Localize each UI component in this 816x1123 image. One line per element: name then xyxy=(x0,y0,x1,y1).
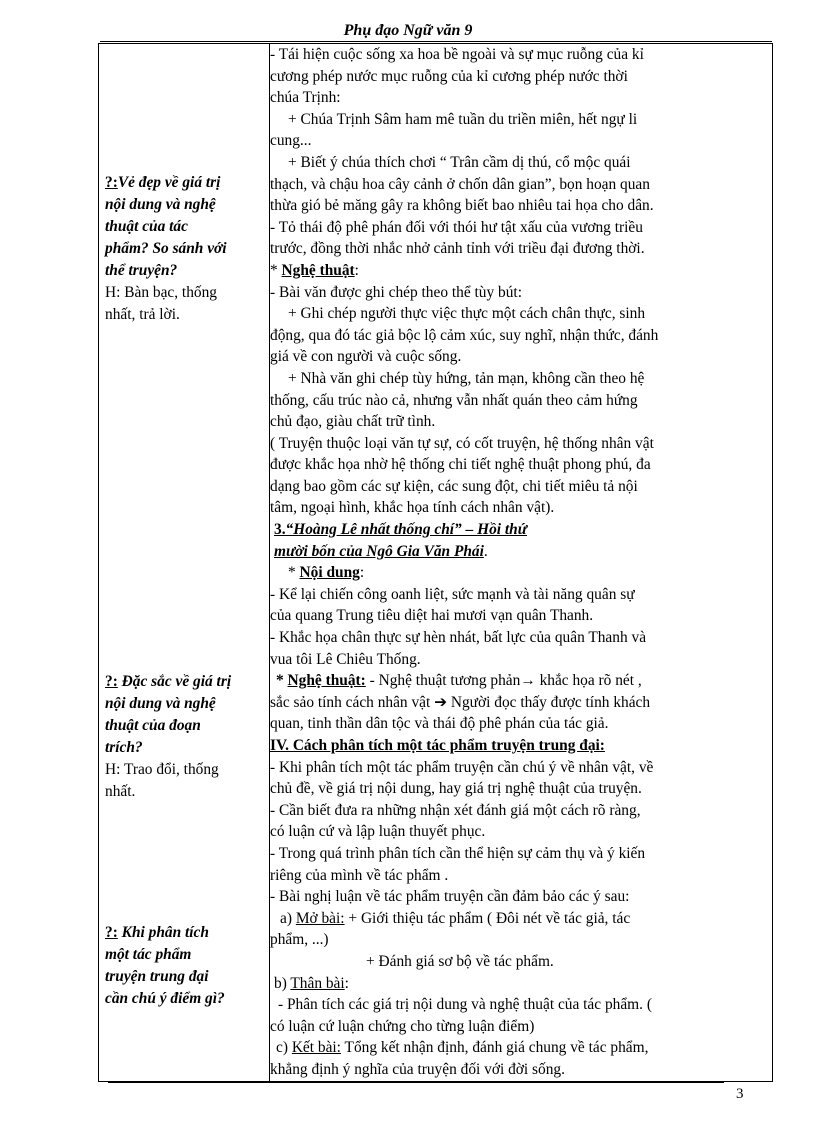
section-heading-3-cont xyxy=(270,541,772,563)
question-mark: ?: xyxy=(105,174,118,191)
text-line: có luận cứ luận chứng cho từng luận điểm) xyxy=(270,1017,535,1035)
text-line: + Đánh giá sơ bộ về tác phẩm. xyxy=(366,952,554,970)
header-rule xyxy=(100,41,772,42)
bullet-star: * xyxy=(276,672,288,690)
text-line: được khắc họa nhờ hệ thống chi tiết nghệ thuật phong phú, đa xyxy=(270,456,651,474)
bullet-star: * xyxy=(288,564,300,582)
text-line: - Cần biết đưa ra những nhận xét đánh giá một cách rõ ràng, xyxy=(270,801,641,819)
section-heading-art-2 xyxy=(270,670,772,692)
heading-text: mười bốn của Ngô Gia Văn Phái xyxy=(274,542,484,560)
text-line: ( Truyện thuộc loại văn tự sự, có cốt truyện, hệ thống nhân vật xyxy=(270,434,654,452)
label-letter: c) xyxy=(276,1039,292,1057)
text-line: - Bài văn được ghi chép theo thể tùy bút: xyxy=(270,283,522,301)
heading-text: Nội dung xyxy=(299,564,360,582)
text-line: Tổng kết nhận định, đánh giá chung về tác phẩm, xyxy=(340,1039,649,1057)
text-line: - Nghệ thuật tương phản→ khắc họa rõ nét , xyxy=(365,672,642,690)
text-line: + Chúa Trịnh Sâm ham mê tuần du triền miên, hết ngự li xyxy=(288,110,638,128)
subsection-label: Kết bài: xyxy=(291,1039,341,1057)
section-heading-content xyxy=(270,562,772,584)
section-heading-iv: IV. Cách phân tích một tác phẩm truyện trung đại: xyxy=(270,737,605,754)
text-line: thừa gió bẻ măng gây ra không biết bao nhiêu tai họa cho dân. xyxy=(270,197,654,215)
question-block-1 xyxy=(105,172,227,326)
answer-line: H: Bàn bạc, thống xyxy=(105,284,217,301)
heading-colon: : xyxy=(344,974,349,992)
question-line: phẩm? So sánh với xyxy=(105,240,227,257)
questions-column xyxy=(99,44,270,1082)
footer-rule xyxy=(108,1082,724,1083)
text-line: trước, đồng thời nhắc nhở cảnh tỉnh với triều đại đương thời. xyxy=(270,240,645,258)
text-line: - Tỏ thái độ phê phán đối với thói hư tật xấu của vương triều xyxy=(270,218,643,236)
question-mark: ?: xyxy=(105,673,118,690)
text-line: - Khắc họa chân thực sự hèn nhát, bất lực của quân Thanh và xyxy=(270,629,647,647)
heading-number: 3. xyxy=(274,521,286,539)
heading-period: . xyxy=(483,542,488,560)
text-line: sắc sảo tính cách nhân vật ➔ Người đọc thấy được tính khách xyxy=(270,693,651,711)
label-letter: a) xyxy=(280,909,296,927)
subsection-ket-bai xyxy=(270,1037,772,1059)
text-line: chúa Trịnh: xyxy=(270,89,341,107)
text-line: cương phép nước mục ruỗng của kỉ cương phép nước thời xyxy=(270,67,628,85)
text-line: thạch, và chậu hoa cây cảnh ở chốn dân gian”, bọn hoạn quan xyxy=(270,175,650,193)
section-heading-art xyxy=(270,260,772,282)
text-line: có luận cứ và lập luận thuyết phục. xyxy=(270,823,486,841)
heading-text: Nghệ thuật xyxy=(281,261,355,279)
text-line: - Khi phân tích một tác phẩm truyện cần chú ý về nhân vật, về xyxy=(270,758,654,776)
text-line: của quang Trung tiêu diệt hai mươi vạn quân Thanh. xyxy=(270,607,594,625)
question-block-2 xyxy=(105,671,231,803)
text-line: giá về con người và cuộc sống. xyxy=(270,348,462,366)
question-mark: ?: xyxy=(105,924,118,941)
text-line: - Phân tích các giá trị nội dung và nghệ thuật của tác phẩm. ( xyxy=(278,996,652,1014)
text-line: + Giới thiệu tác phẩm ( Đôi nét về tác giả, tác xyxy=(344,909,631,927)
question-line: nội dung và nghệ xyxy=(105,196,216,213)
text-line: + Ghi chép người thực việc thực một cách chân thực, sinh xyxy=(288,305,646,323)
question-line: một tác phẩm xyxy=(105,946,192,963)
text-line: - Kể lại chiến công oanh liệt, sức mạnh và tài năng quân sự xyxy=(270,585,635,603)
page-header: Phụ đạo Ngữ văn 9 xyxy=(343,22,473,39)
question-block-3 xyxy=(105,922,225,1010)
text-line: phẩm, ...) xyxy=(270,931,329,949)
page-number: 3 xyxy=(736,1086,744,1102)
subsection-mo-bai xyxy=(270,908,772,930)
answer-line: H: Trao đổi, thống xyxy=(105,761,219,778)
question-line: thuật của đoạn xyxy=(105,717,201,734)
question-line: cần chú ý điểm gì? xyxy=(105,990,225,1007)
question-line: Đặc sắc về giá trị xyxy=(117,673,232,690)
question-line: trích? xyxy=(105,739,143,756)
subsection-label: Thân bài xyxy=(290,974,345,992)
section-heading-3 xyxy=(270,519,772,541)
subsection-label: Mở bài: xyxy=(295,909,345,927)
text-line: + Biết ý chúa thích chơi “ Trân cầm dị thú, cổ mộc quái xyxy=(288,153,631,171)
text-line: - Tái hiện cuộc sống xa hoa bề ngoài và sự mục ruỗng của kỉ xyxy=(270,46,644,63)
text-line: khẳng định ý nghĩa của truyện đối với đời sống. xyxy=(270,1060,565,1078)
heading-text: Nghệ thuật: xyxy=(287,672,366,690)
answer-line: nhất. xyxy=(105,783,136,800)
question-line: Khi phân tích xyxy=(117,924,209,941)
bullet-star: * xyxy=(270,261,282,279)
text-line: chủ đạo, giàu chất trữ tình. xyxy=(270,413,436,431)
text-line: chủ đề, về giá trị nội dung, hay giá trị nghệ thuật của truyện. xyxy=(270,780,642,798)
heading-colon: : xyxy=(354,261,359,279)
text-line: tâm, ngoại hình, khắc họa tính cách nhân vật). xyxy=(270,499,555,517)
question-line: thuật của tác xyxy=(105,218,188,235)
text-line: - Bài nghị luận về tác phẩm truyện cần đảm bảo các ý sau: xyxy=(270,888,630,906)
text-line: quan, tinh thần dân tộc và thái độ phê phán của tác giả. xyxy=(270,715,609,733)
text-line: - Trong quá trình phân tích cần thể hiện sự cảm thụ và ý kiến xyxy=(270,844,646,862)
text-line: cung... xyxy=(270,132,312,150)
question-line: nội dung và nghệ xyxy=(105,695,216,712)
content-column xyxy=(270,44,773,1082)
heading-colon: : xyxy=(359,564,365,582)
question-line: truyện trung đại xyxy=(105,968,209,985)
text-line: dạng bao gồm các sự kiện, các sung đột, chi tiết miêu tả nội xyxy=(270,477,638,495)
question-line: thể truyện? xyxy=(105,262,178,279)
question-line: Vẻ đẹp về giá trị xyxy=(117,174,221,191)
text-line: riêng của mình về tác phẩm . xyxy=(270,866,449,884)
lesson-table xyxy=(98,43,773,1082)
text-line: thống, cấu trúc nào cả, nhưng vẫn nhất quán theo cảm hứng xyxy=(270,391,638,409)
heading-text: “Hoàng Lê nhất thống chí” – Hồi thứ xyxy=(285,521,527,539)
subsection-than-bai xyxy=(270,973,772,995)
text-line: động, qua đó tác giả bộc lộ cảm xúc, suy nghĩ, nhận thức, đánh xyxy=(270,326,659,344)
text-line: vua tôi Lê Chiêu Thống. xyxy=(270,650,421,668)
text-line: + Nhà văn ghi chép tùy hứng, tản mạn, không cần theo hệ xyxy=(288,369,645,387)
label-letter: b) xyxy=(274,974,291,992)
answer-line: nhất, trả lời. xyxy=(105,306,180,323)
